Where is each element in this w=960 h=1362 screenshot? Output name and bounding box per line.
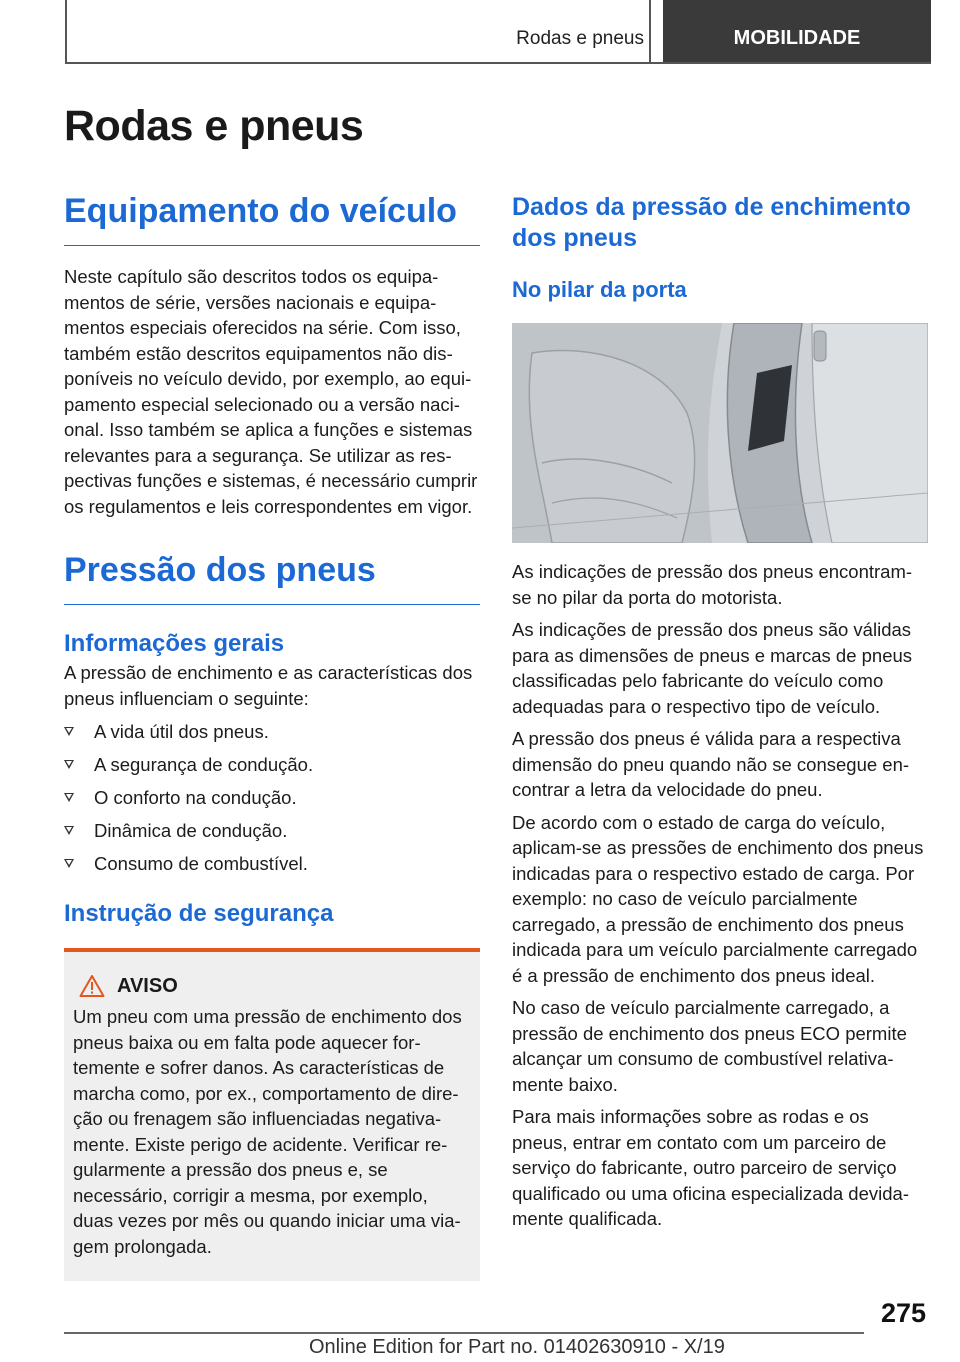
triangle-bullet-icon [64,826,74,835]
door-pillar-illustration [512,323,928,543]
list-item: A vida útil dos pneus. [64,719,480,745]
triangle-bullet-icon [64,859,74,868]
warning-triangle-icon [79,974,105,998]
heading-informacoes: Informações gerais [64,630,285,658]
paragraph: De acordo com o estado de carga do veículo, aplicam-se as pressões de enchimento dos pneus indicadas para o respectivo estado de carga. Por exemplo: no caso de veículo parcialmente carregado, a pressão de enchimento dos pneus indicada para um veículo parcialmente carregado é a pressão de enchimento dos pneus ideal. [512,811,924,986]
list-item: A segurança de condução. [64,752,480,778]
warning-label: AVISO [117,974,178,997]
paragraph: As indicações de pressão dos pneus são válidas para as dimensões de pneus e marcas de pneus classificadas pelo fabricante do veículo como adequadas para o respectivo tipo de veículo. [512,619,913,717]
page-title: Rodas e pneus [64,102,364,150]
list-item: Consumo de combustível. [64,851,480,877]
equipamento-text: Neste capítulo são descritos todos os equipamentos de série, versões nacionais e equipamentos especiais oferecidos na série. Com isso, também estão descritos equipamentos não disponíveis no veículo devido, por exemplo, ao equipamento especial selecionado ou a versão nacional. Isso também se aplica a funções e sistemas relevantes para a segurança. Se utilizar as respectivas funções e sistemas, é necessário cumprir os regulamentos e leis correspondentes em vigor. [64,266,478,517]
warning-box [64,948,480,1281]
paragraph: As indicações de pressão dos pneus encontram-se no pilar da porta do motorista. [512,561,913,608]
warning-header [73,974,471,998]
page-header [65,0,931,64]
triangle-bullet-icon [64,760,74,769]
footer-edition: Online Edition for Part no. 01402630910 - X/19 [309,1336,725,1358]
warning-text: Um pneu com uma pressão de enchimento dos pneus baixa ou em falta pode aquecer fortemente e sofrer danos. As características de marcha como, por ex., comportamento de direção ou frenagem são influenciadas negativamente. Existe perigo de acidente. Verificar regularmente a pressão dos pneus e, se necessário, corrigir a mesma, por exemplo, duas vezes por mês ou quando iniciar uma viagem prolongada. [73,1006,462,1257]
paragraph: Para mais informações sobre as rodas e os pneus, entrar em contato com um parceiro de serviço do fabricante, outro parceiro de serviço qualificado ou uma oficina especializada devidamente qualificada. [512,1106,909,1229]
list-item: O conforto na condução. [64,785,480,811]
right-column [512,192,928,1239]
heading-dados-pressao: Dados da pressão de enchimento dos pneus [512,193,911,252]
heading-pilar-porta: No pilar da porta [512,277,687,302]
page-number: 275 [880,1298,926,1328]
heading-pressao: Pressão dos pneus [64,551,480,605]
informacoes-text: A pressão de enchimento e as características dos pneus influenciam o seguinte: [64,662,473,709]
paragraph: A pressão dos pneus é válida para a respectiva dimensão do pneu quando não se consegue encontrar a letra da velocidade do pneu. [512,728,910,800]
bullet-list [64,719,480,877]
triangle-bullet-icon [64,727,74,736]
header-divider [649,0,651,62]
header-section-title: Rodas e pneus [516,28,644,49]
heading-equipamento: Equipamento do veículo [64,192,480,246]
heading-seguranca: Instrução de segurança [64,899,334,927]
list-item: Dinâmica de condução. [64,818,480,844]
triangle-bullet-icon [64,793,74,802]
left-column [64,192,480,1281]
header-chapter-tab: MOBILIDADE [663,0,931,62]
door-pillar-image [512,323,928,543]
paragraph: No caso de veículo parcialmente carregado, a pressão de enchimento dos pneus ECO permite alcançar um consumo de combustível relativamente baixo. [512,997,907,1095]
footer-rule [64,1332,864,1334]
